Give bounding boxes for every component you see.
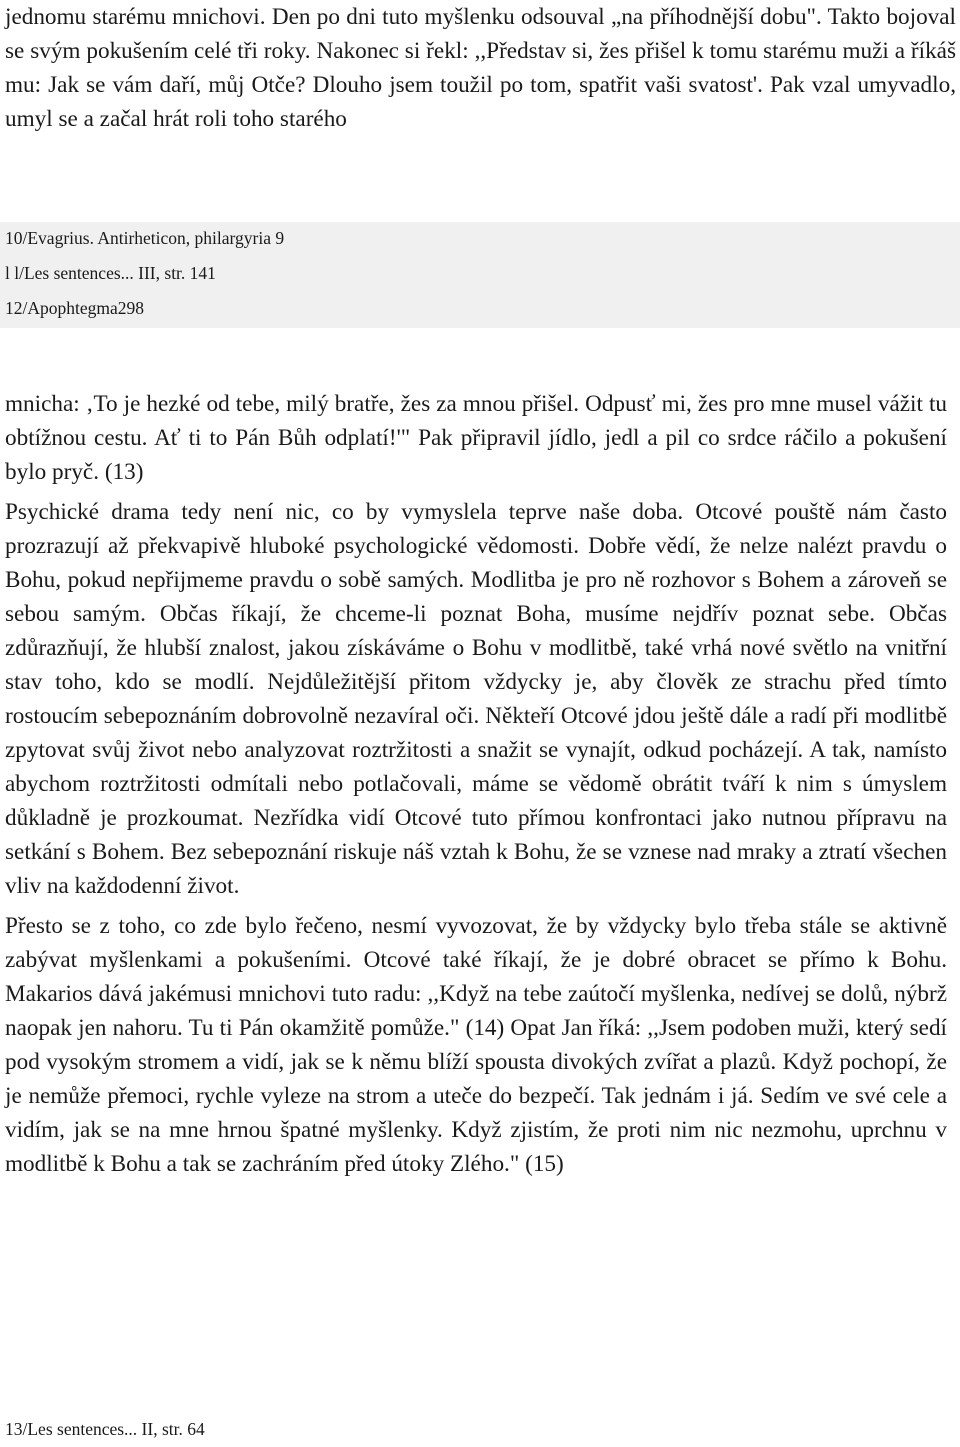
paragraph-1: mnicha: ‚To je hezké od tebe, milý bratře, žes za mnou přišel. Odpusť mi, žes pro mne musel vážit tu obtížnou cestu. Ať ti to Pán Bůh odplatí!'" Pak připravil jídlo, jedl a pil co srdce ráčilo a pokušení bylo pryč. (13) (5, 391, 947, 485)
footnote-10: 10/Evagrius. Antirheticon, philargyria 9 (5, 228, 285, 248)
footnote-11: l l/Les sentences... III, str. 141 (5, 263, 216, 283)
footnote-12: 12/Apophtegma298 (5, 298, 145, 318)
footnote-13: 13/Les sentences... II, str. 64 (5, 1419, 205, 1439)
body-text (0, 387, 951, 1181)
footnotes-block (0, 222, 960, 328)
top-paragraph: jednomu starému mnichovi. Den po dni tuto myšlenku odsouval „na příhodnější dobu". Takto bojoval se svým pokušením celé tři roky. Nakonec si řekl: ,,Představ si, žes přišel k tomu starému muži a říkáš mu: Jak se vám daří, můj Otče? Dlouho jsem toužil po tom, spatřit vaši svatost'. Pak vzal umyvadlo, umyl se a začal hrát roli toho starého (5, 4, 956, 132)
paragraph-2: Psychické drama tedy není nic, co by vymyslela teprve naše doba. Otcové pouště nám často prozrazují až překvapivě hluboké psychologické vědomosti. Dobře vědí, že nelze nalézt pravdu o Bohu, pokud nepřijmeme pravdu o sobě samých. Modlitba je pro ně rozhovor s Bohem a zároveň se sebou samým. Občas říkají, že chceme-li poznat Boha, musíme nejdřív poznat sebe. Občas zdůrazňují, že hlubší znalost, jakou získáváme o Bohu v modlitbě, také vrhá nové světlo na vnitřní stav toho, kdo se modlí. Nejdůležitější přitom vždycky je, aby člověk ze strachu před tímto rostoucím sebepoznáním dobrovolně nezavíral oči. Někteří Otcové jdou ještě dále a radí při modlitbě zpytovat svůj život nebo analyzovat roztržitosti a snažit se vynajít, odkud pocházejí. A tak, namísto abychom roztržitosti odmítali nebo potlačovali, máme se vědomě obrátit tváří k nim s úmyslem důkladně je prozkoumat. Nezřídka vidí Otcové tuto přímou konfrontaci jako nutnou přípravu na setkání s Bohem. Bez sebepoznání riskuje náš vztah k Bohu, že se vznese nad mraky a ztratí všechen vliv na každodenní život. (5, 499, 947, 899)
paragraph-3: Přesto se z toho, co zde bylo řečeno, nesmí vyvozovat, že by vždycky bylo třeba stále se aktivně zabývat myšlenkami a pokušeními. Otcové také říkají, že je dobré obracet se přímo k Bohu. Makarios dává jakémusi mnichovi tuto radu: ,,Když na tebe zaútočí myšlenka, nedívej se dolů, nýbrž naopak jen nahoru. Tu ti Pán okamžitě pomůže." (14) Opat Jan říká: ,,Jsem podoben muži, který sedí pod vysokým stromem a vidí, jak se k němu blíží spousta divokých zvířat a plazů. Když pochopí, že je nemůže přemoci, rychle vyleze na strom a uteče do bezpečí. Tak jednám i já. Sedím ve své cele a vidím, jak se na mne hrnou špatné myšlenky. Když zjistím, že proti nim nic nezmohu, uprchnu v modlitbě k Bohu a tak se zachráním před útoky Zlého." (15) (5, 913, 947, 1177)
